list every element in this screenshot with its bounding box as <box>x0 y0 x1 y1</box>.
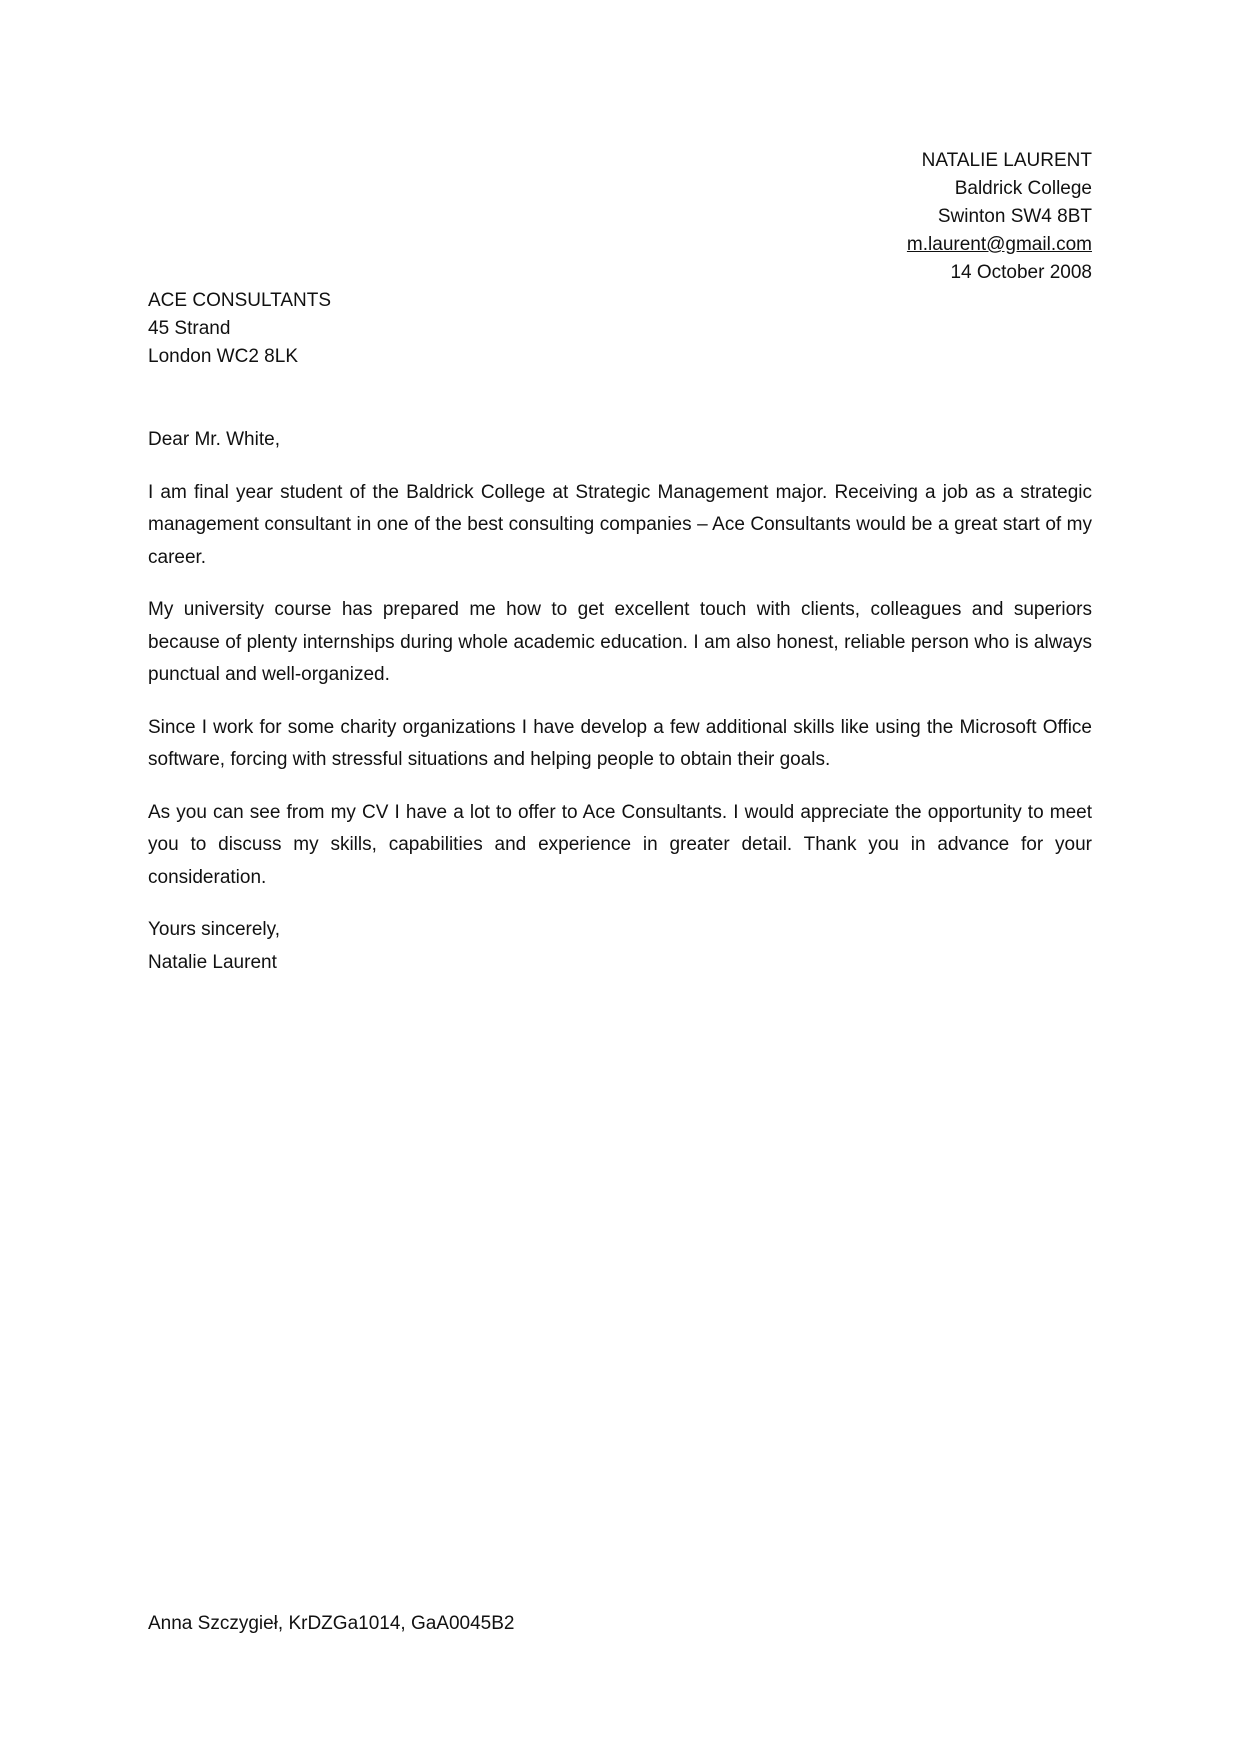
closing-phrase: Yours sincerely, <box>148 919 281 940</box>
recipient-company: ACE CONSULTANTS <box>148 290 331 311</box>
salutation: Dear Mr. White, <box>148 429 280 450</box>
sender-address: Swinton SW4 8BT <box>937 206 1092 227</box>
sender-address-block <box>907 147 1092 287</box>
sender-college: Baldrick College <box>954 178 1092 199</box>
letter-body <box>148 424 1092 979</box>
sender-email-link[interactable]: m.laurent@gmail.com <box>906 234 1092 255</box>
signature-name: Natalie Laurent <box>148 951 277 973</box>
paragraph-qualifications: My university course has prepared me how to get excellent touch with clients, colleagues and superiors because of plenty internships during whole academic education. I am also honest, reliable person who is always punctual and well-organized. <box>148 599 1092 685</box>
page-footer: Anna Szczygieł, KrDZGa1014, GaA0045B2 <box>148 1613 515 1634</box>
letter-date: 14 October 2008 <box>950 262 1092 283</box>
recipient-address-block <box>148 287 331 371</box>
recipient-street: 45 Strand <box>148 318 231 339</box>
paragraph-conclusion: As you can see from my CV I have a lot to offer to Ace Consultants. I would appreciate the opportunity to meet you to discuss my skills, capabilities and experience in greater detail. Thank you in advance for your consideration. <box>148 801 1092 888</box>
paragraph-introduction: I am final year student of the Baldrick College at Strategic Management major. Receiving a job as a strategic management consultant in one of the best consulting companies – Ace Consultants would be a great start of my career. <box>148 481 1092 568</box>
sender-name: NATALIE LAURENT <box>921 150 1092 171</box>
recipient-city: London WC2 8LK <box>148 346 298 367</box>
paragraph-skills: Since I work for some charity organizations I have develop a few additional skills like using the Microsoft Office software, forcing with stressful situations and helping people to obtain their goals. <box>148 716 1092 770</box>
